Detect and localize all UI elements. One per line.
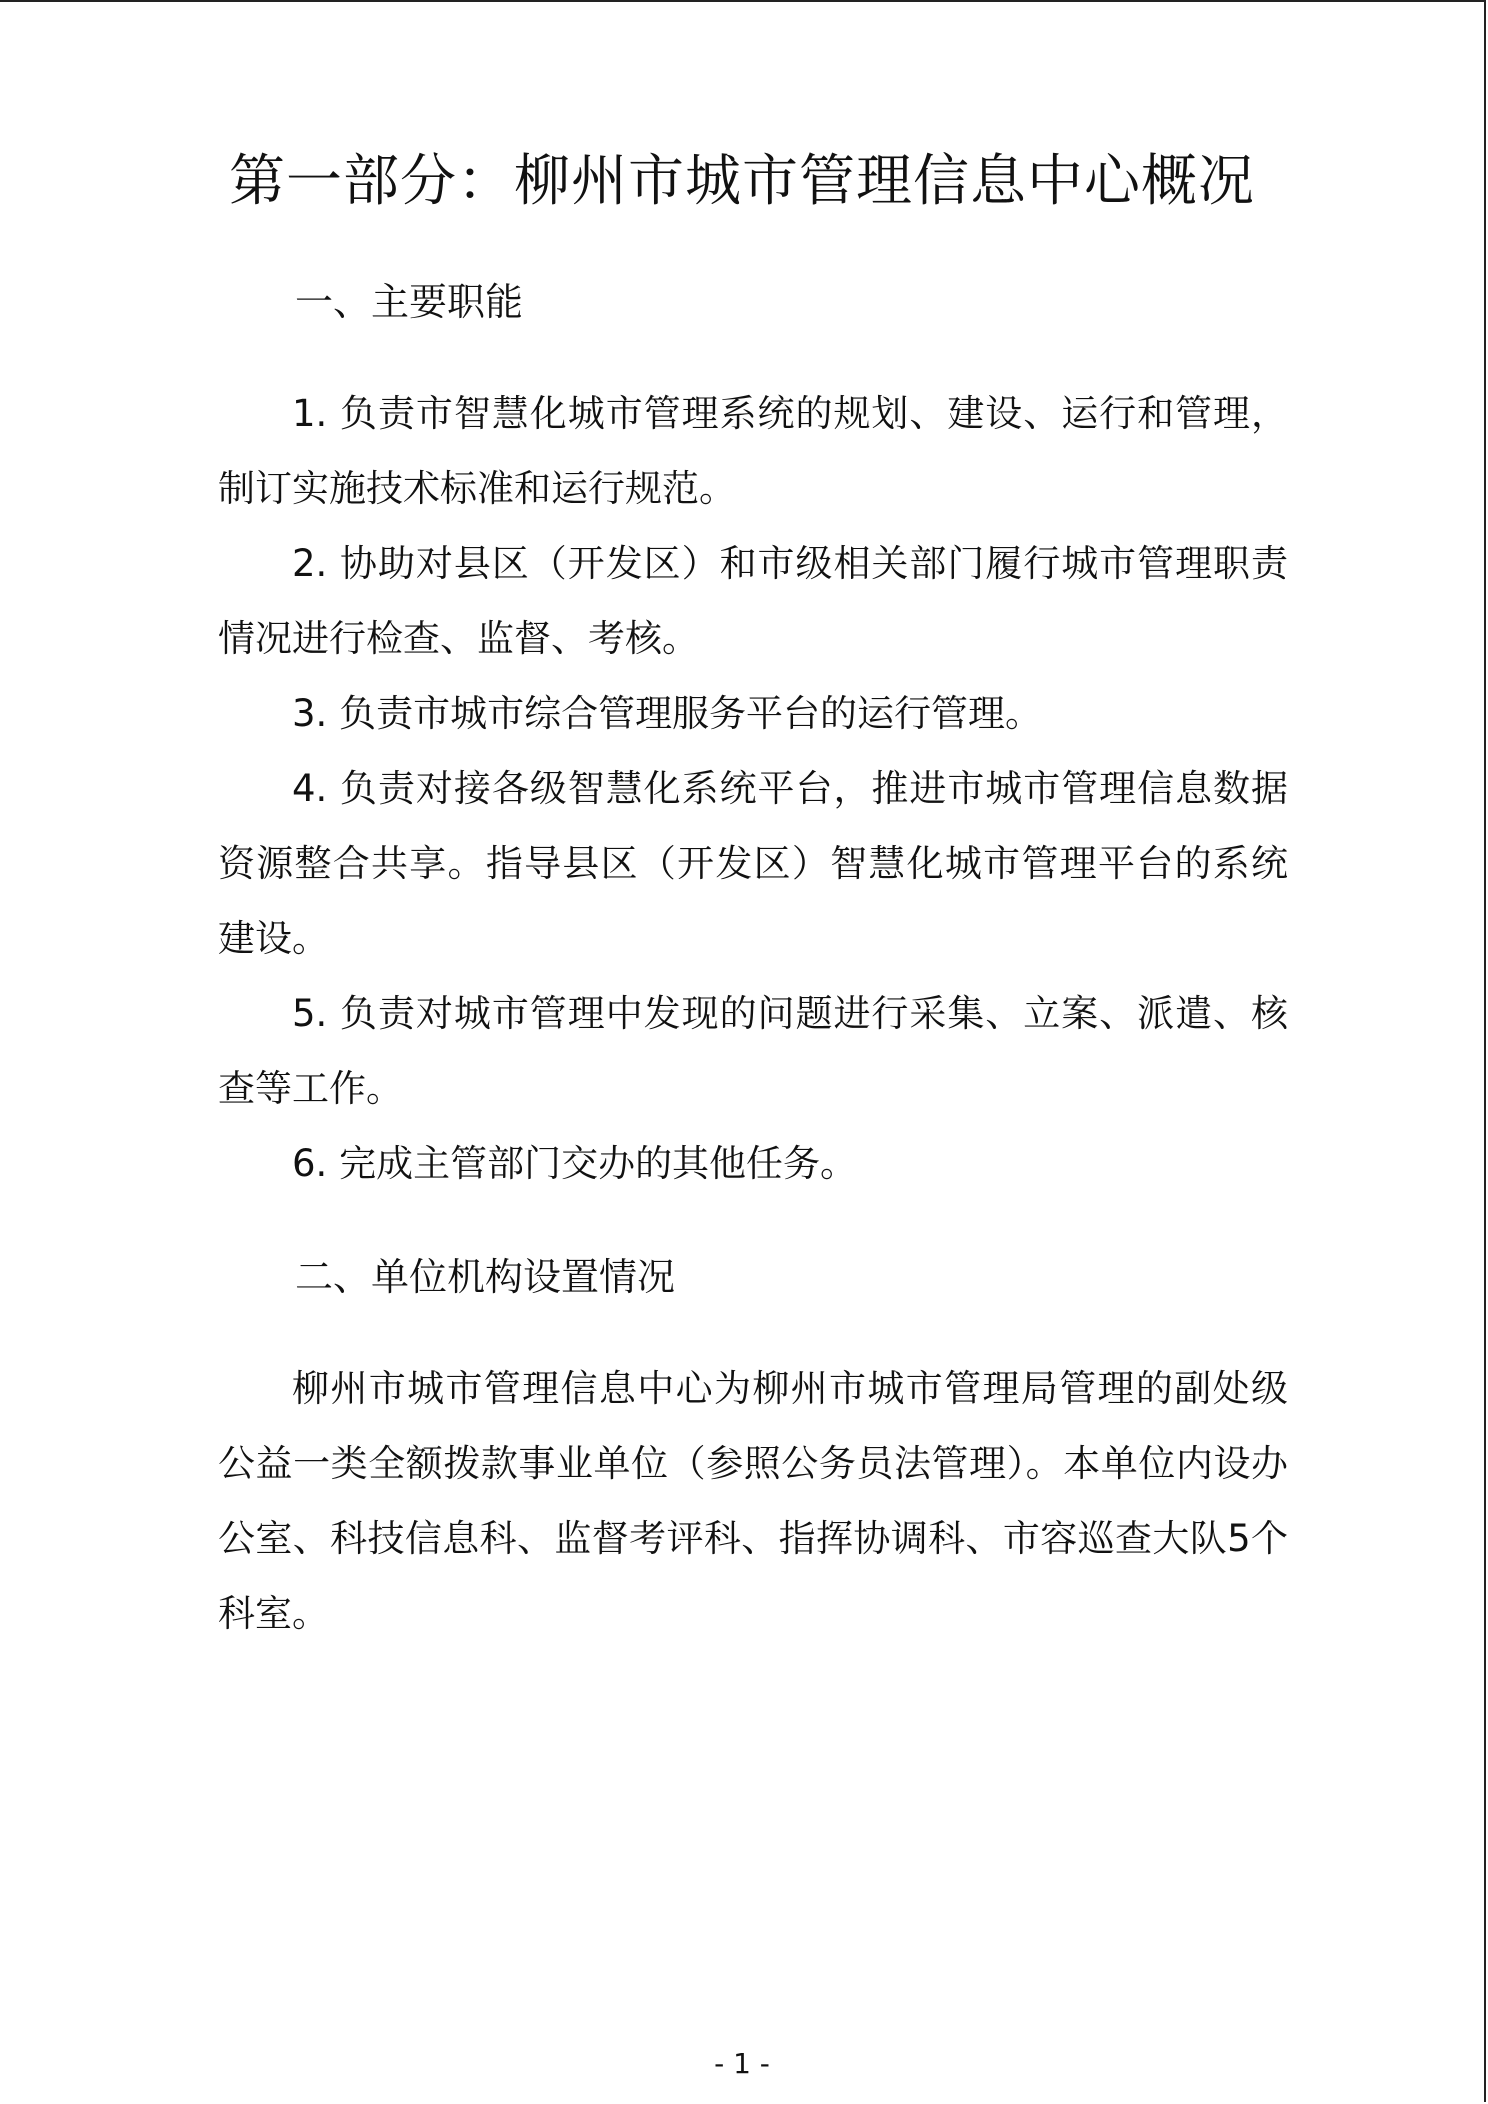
section-heading-organization: 二、单位机构设置情况 — [295, 1255, 676, 1299]
function-item-5: 5. 负责对城市管理中发现的问题进行采集、立案、派遣、核查等工作。 — [218, 992, 1288, 1110]
organization-paragraph: 柳州市城市管理信息中心为柳州市城市管理局管理的副处级公益一类全额拨款事业单位（参照公务员法管理）。本单位内设办公室、科技信息科、监督考评科、指挥协调科、市容巡查大队5个科室。 — [218, 1367, 1288, 1635]
function-item-1: 1. 负责市智慧化城市管理系统的规划、建设、运行和管理，制订实施技术标准和运行规范。 — [218, 392, 1288, 510]
function-item-3: 3. 负责市城市综合管理服务平台的运行管理。 — [292, 692, 1043, 735]
page-title: 第一部分：柳州市城市管理信息中心概况 — [229, 149, 1255, 214]
function-item-6: 6. 完成主管部门交办的其他任务。 — [292, 1142, 858, 1185]
function-item-4: 4. 负责对接各级智慧化系统平台，推进市城市管理信息数据资源整合共享。指导县区（开发区）智慧化城市管理平台的系统建设。 — [218, 767, 1288, 960]
function-item-2: 2. 协助对县区（开发区）和市级相关部门履行城市管理职责情况进行检查、监督、考核。 — [218, 542, 1288, 660]
section-heading-main-functions: 一、主要职能 — [295, 280, 524, 324]
page-number: - 1 - — [714, 2047, 770, 2080]
